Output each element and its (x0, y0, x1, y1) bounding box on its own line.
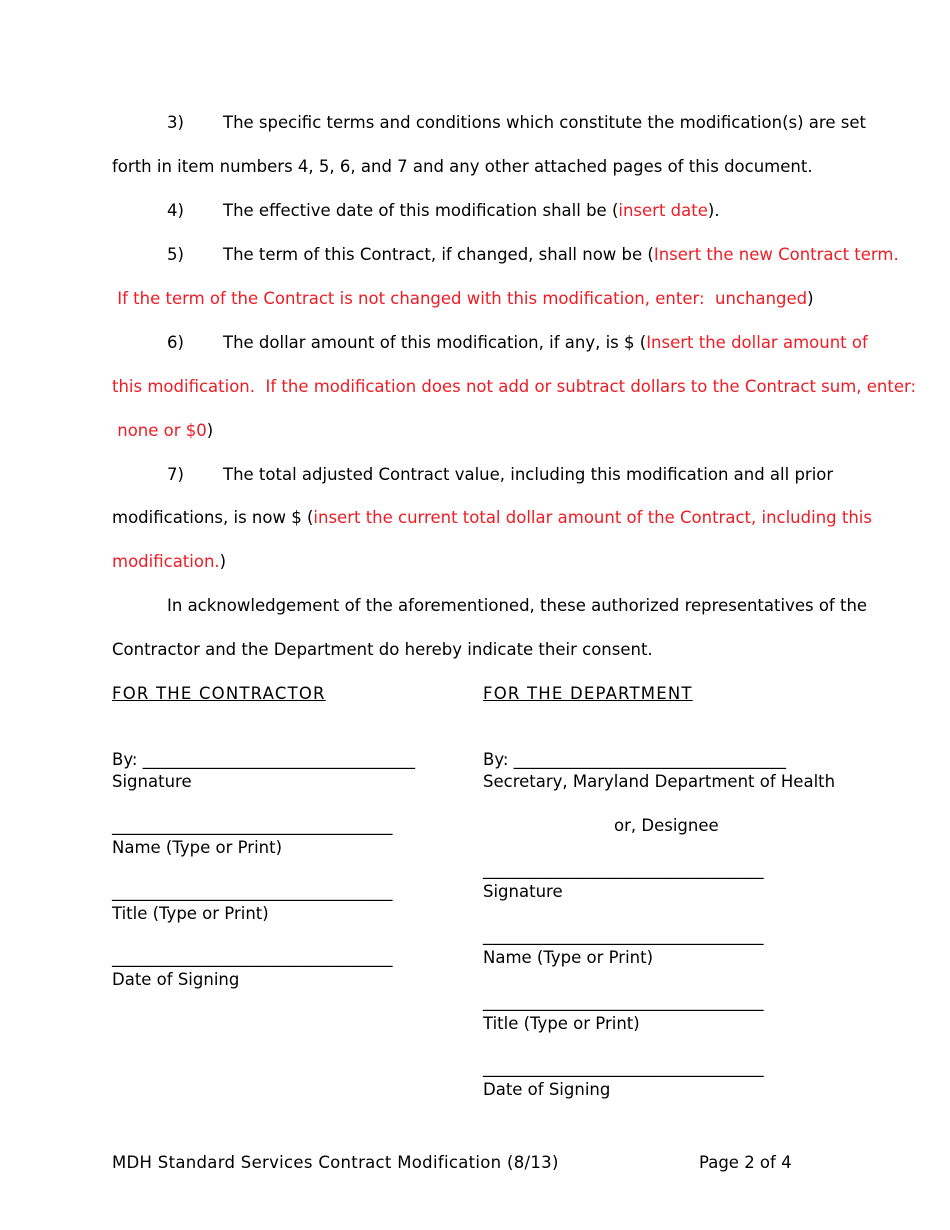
item-6-line-3 (112, 421, 213, 440)
department-signature-line[interactable]: __________________________________ (483, 860, 764, 879)
department-name-line[interactable]: __________________________________ (483, 926, 764, 945)
department-date-label: Date of Signing (483, 1080, 611, 1099)
item-4-statement: The effective date of this modification shall be ( (223, 201, 619, 220)
item-4-close: ). (707, 201, 720, 220)
item-7-line-1: The total adjusted Contract value, including this modification and all prior (223, 465, 834, 484)
contractor-signature-label: Signature (112, 772, 192, 791)
acknowledgement-line-2: Contractor and the Department do hereby indicate their consent. (112, 640, 653, 659)
item-5-statement: The term of this Contract, if changed, shall now be ( (223, 245, 654, 264)
item-7-line-2 (112, 508, 872, 527)
item-5-placeholder-1: Insert the new Contract term. (653, 245, 899, 264)
department-title-label: Title (Type or Print) (483, 1014, 640, 1033)
item-3-line-1: The specific terms and conditions which constitute the modification(s) are set (223, 113, 866, 132)
item-5-line-1 (223, 245, 899, 264)
department-name-label: Name (Type or Print) (483, 948, 654, 967)
department-heading: FOR THE DEPARTMENT (483, 684, 693, 703)
item-5-placeholder-2: If the term of the Contract is not changed with this modification, enter: unchanged (112, 289, 808, 308)
department-signature-label: Signature (483, 882, 563, 901)
item-6-placeholder-1: Insert the dollar amount of (646, 333, 868, 352)
item-4-number: 4) (167, 201, 184, 220)
department-by-line[interactable]: By: _________________________________ (483, 750, 786, 769)
item-5-number: 5) (167, 245, 184, 264)
item-6-placeholder-3: none or $0 (112, 421, 207, 440)
footer-form-name: MDH Standard Services Contract Modification (8/13) (112, 1153, 559, 1172)
footer-page-number: Page 2 of 4 (699, 1153, 792, 1172)
contractor-name-line[interactable]: __________________________________ (112, 816, 393, 835)
item-5-line-2 (112, 289, 814, 308)
item-7-statement: modifications, is now $ ( (112, 508, 314, 527)
department-secretary-label: Secretary, Maryland Department of Health (483, 772, 836, 791)
department-designee-label: or, Designee (614, 816, 719, 835)
item-6-placeholder-2: this modification. If the modification does not add or subtract dollars to the Contract sum, enter: (112, 377, 917, 396)
item-7-number: 7) (167, 465, 184, 484)
item-6-line-1 (223, 333, 868, 352)
item-3-line-2: forth in item numbers 4, 5, 6, and 7 and any other attached pages of this document. (112, 157, 813, 176)
contractor-heading: FOR THE CONTRACTOR (112, 684, 326, 703)
item-7-line-3 (112, 552, 226, 571)
department-date-line[interactable]: __________________________________ (483, 1058, 764, 1077)
contractor-title-label: Title (Type or Print) (112, 904, 269, 923)
item-4-placeholder: insert date (618, 201, 708, 220)
acknowledgement-line-1: In acknowledgement of the aforementioned, these authorized representatives of the (167, 596, 868, 615)
item-4-text (223, 201, 720, 220)
item-6-close: ) (206, 421, 214, 440)
contractor-name-label: Name (Type or Print) (112, 838, 283, 857)
item-7-placeholder-2: insert the current total dollar amount of the Contract, including this (313, 508, 872, 527)
item-5-close: ) (807, 289, 814, 308)
department-title-line[interactable]: __________________________________ (483, 992, 764, 1011)
item-7-placeholder-3: modification. (112, 552, 220, 571)
item-3-number: 3) (167, 113, 184, 132)
contractor-by-line[interactable]: By: _________________________________ (112, 750, 415, 769)
contractor-date-line[interactable]: __________________________________ (112, 948, 393, 967)
item-7-close: ) (219, 552, 227, 571)
contractor-title-line[interactable]: __________________________________ (112, 882, 393, 901)
item-6-statement: The dollar amount of this modification, if any, is $ ( (223, 333, 647, 352)
item-6-number: 6) (167, 333, 184, 352)
contractor-date-label: Date of Signing (112, 970, 240, 989)
